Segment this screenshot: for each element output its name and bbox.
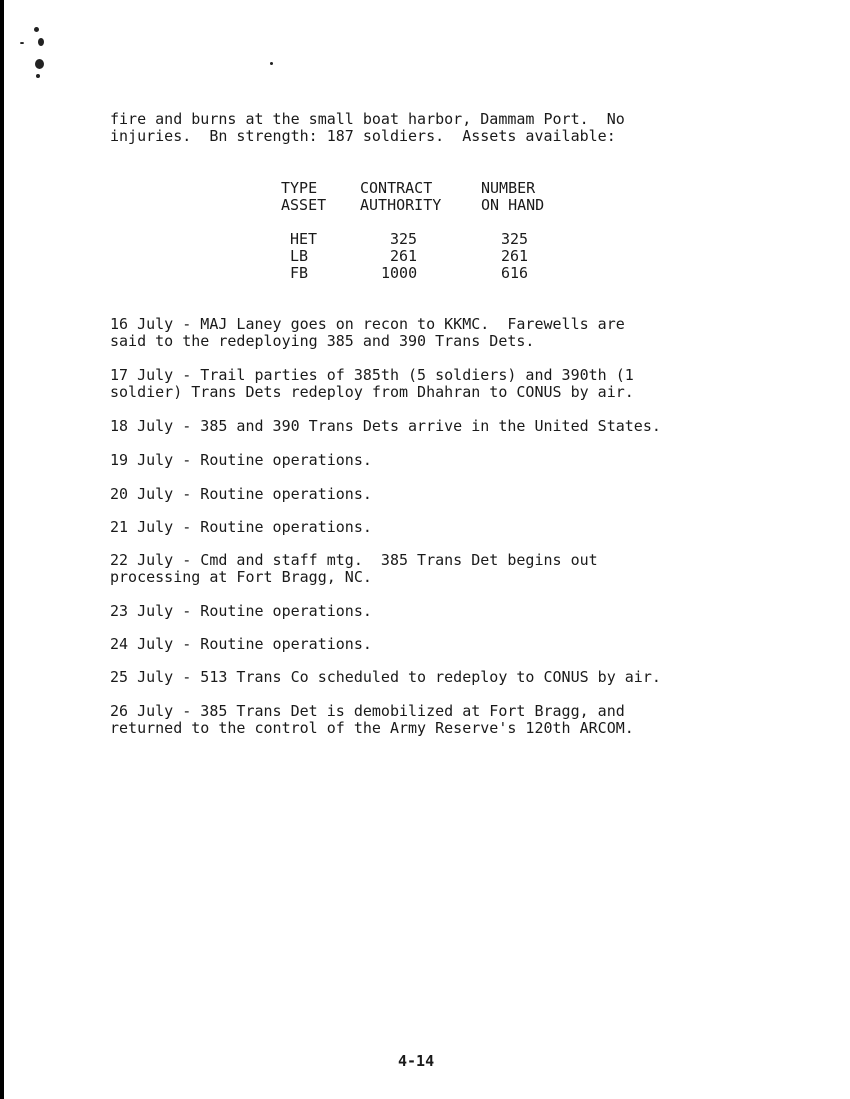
entry-line: said to the redeploying 385 and 390 Trans Dets. bbox=[110, 332, 535, 350]
scan-speck bbox=[34, 27, 39, 32]
entry-line: 21 July - Routine operations. bbox=[110, 518, 372, 536]
entry-line: soldier) Trans Dets redeploy from Dhahran to CONUS by air. bbox=[110, 383, 634, 401]
scan-edge bbox=[0, 0, 4, 1099]
column-header: TYPE bbox=[281, 179, 318, 197]
table-cell: LB bbox=[290, 247, 309, 265]
entry-line: 26 July - 385 Trans Det is demobilized at Fort Bragg, and bbox=[110, 702, 625, 720]
table-cell: HET bbox=[290, 230, 318, 248]
entry-line: 20 July - Routine operations. bbox=[110, 485, 372, 503]
entry-line: 23 July - Routine operations. bbox=[110, 602, 372, 620]
entry-line: 24 July - Routine operations. bbox=[110, 635, 372, 653]
table-cell: 616 bbox=[501, 264, 529, 282]
scan-speck bbox=[270, 62, 273, 65]
entry-line: 25 July - 513 Trans Co scheduled to redeploy to CONUS by air. bbox=[110, 668, 661, 686]
entry-line: 17 July - Trail parties of 385th (5 soldiers) and 390th (1 bbox=[110, 366, 634, 384]
scan-speck bbox=[35, 59, 44, 69]
entry-line: 19 July - Routine operations. bbox=[110, 451, 372, 469]
entry-line: 18 July - 385 and 390 Trans Dets arrive in the United States. bbox=[110, 417, 661, 435]
entry-line: returned to the control of the Army Reserve's 120th ARCOM. bbox=[110, 719, 634, 737]
table-cell: 1000 bbox=[381, 264, 418, 282]
column-header: ASSET bbox=[281, 196, 327, 214]
table-cell: 261 bbox=[390, 247, 418, 265]
column-header: AUTHORITY bbox=[360, 196, 442, 214]
column-header: ON HAND bbox=[481, 196, 545, 214]
page-number: 4-14 bbox=[398, 1052, 435, 1070]
scan-speck bbox=[38, 38, 44, 46]
entry-line: 22 July - Cmd and staff mtg. 385 Trans Det begins out bbox=[110, 551, 598, 569]
scan-speck bbox=[36, 74, 40, 78]
table-cell: 325 bbox=[501, 230, 529, 248]
table-cell: 325 bbox=[390, 230, 418, 248]
entry-line: processing at Fort Bragg, NC. bbox=[110, 568, 372, 586]
intro-line: fire and burns at the small boat harbor, Dammam Port. No bbox=[110, 110, 625, 128]
column-header: NUMBER bbox=[481, 179, 536, 197]
table-cell: 261 bbox=[501, 247, 529, 265]
scan-speck bbox=[20, 42, 24, 44]
table-cell: FB bbox=[290, 264, 309, 282]
entry-line: 16 July - MAJ Laney goes on recon to KKMC. Farewells are bbox=[110, 315, 625, 333]
intro-line: injuries. Bn strength: 187 soldiers. Assets available: bbox=[110, 127, 616, 145]
column-header: CONTRACT bbox=[360, 179, 433, 197]
